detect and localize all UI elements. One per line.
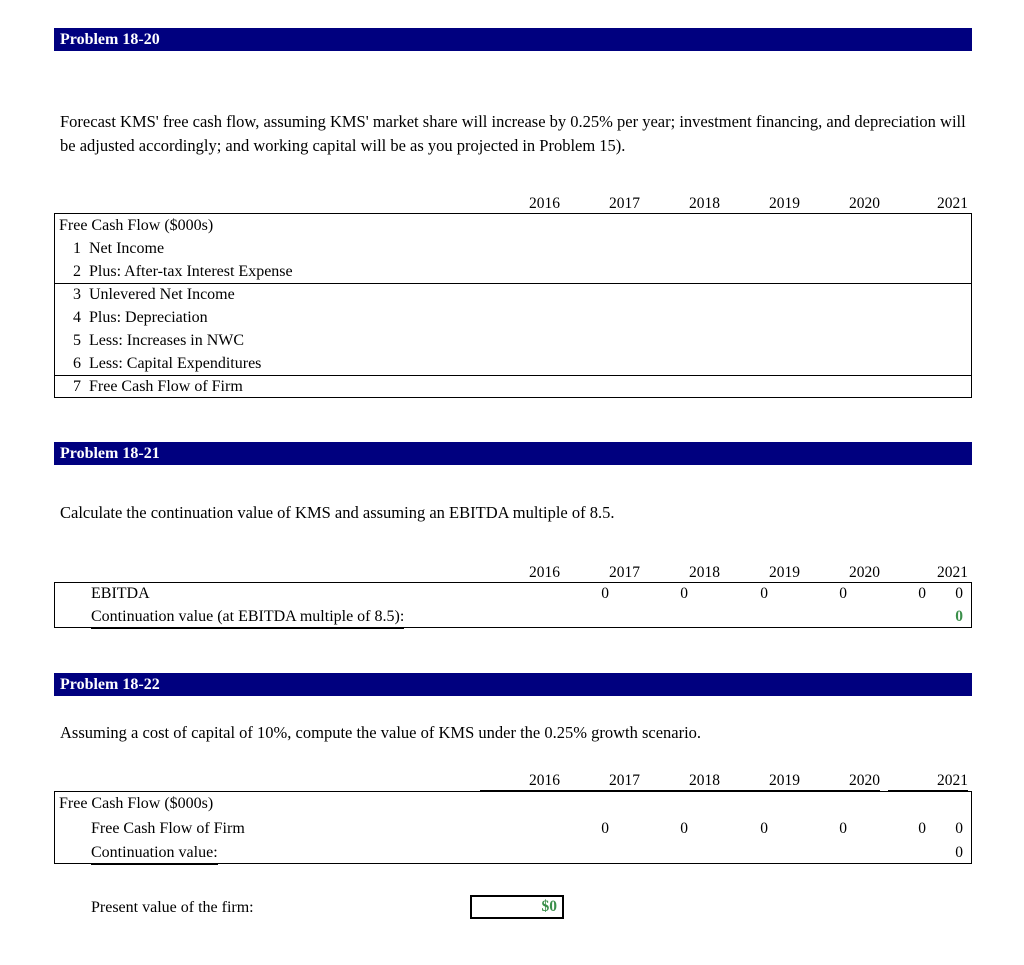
- problem-18-20-text: Forecast KMS' free cash flow, assuming KMS' market share will increase by 0.25% per year; investment financing, and depreciation will be adjusted accordingly; and working capital will be as you projected in Problem 15).: [60, 112, 966, 155]
- p22-fcf-2016: 0: [601, 820, 609, 837]
- row-number: 7: [73, 378, 81, 395]
- p20-fcf-table: [54, 213, 972, 398]
- p22-year-2016: 2016: [480, 771, 560, 791]
- p21-ebitda-label: EBITDA: [91, 585, 150, 602]
- p20-year-2018: 2018: [640, 194, 720, 214]
- p20-year-2016: 2016: [480, 194, 560, 214]
- row-label: Less: Increases in NWC: [89, 332, 245, 349]
- p20-row-1: [73, 238, 164, 260]
- row-number: 2: [73, 263, 81, 280]
- problem-18-20-header: Problem 18-20: [54, 28, 972, 51]
- p22-continuation-label: Continuation value:: [91, 842, 218, 865]
- p20-year-2021: 2021: [888, 194, 968, 214]
- p20-year-2019: 2019: [720, 194, 800, 214]
- row-label: Less: Capital Expenditures: [89, 355, 262, 372]
- p21-year-2017: 2017: [560, 563, 640, 583]
- p22-fcf-2018: 0: [760, 820, 768, 837]
- row-label: Unlevered Net Income: [89, 286, 235, 303]
- p20-year-2017: 2017: [560, 194, 640, 214]
- p21-ebitda-2020: 0: [918, 585, 926, 602]
- p20-section-title: Free Cash Flow ($000s): [59, 217, 214, 234]
- p22-year-2019: 2019: [720, 771, 800, 791]
- p20-row-6: [73, 353, 261, 376]
- row-number: 4: [73, 309, 81, 326]
- p21-ebitda-2021: 0: [955, 585, 963, 602]
- p22-fcf-2021: 0: [955, 820, 963, 837]
- row-number: 5: [73, 332, 81, 349]
- row-label: Free Cash Flow of Firm: [89, 378, 243, 395]
- problem-18-22-text: Assuming a cost of capital of 10%, compute the value of KMS under the 0.25% growth scenario.: [60, 723, 702, 742]
- p21-year-2021: 2021: [888, 563, 968, 583]
- p21-ebitda-2018: 0: [760, 585, 768, 602]
- row-number: 1: [73, 240, 81, 257]
- p22-year-2017: 2017: [560, 771, 640, 791]
- p21-year-2020: 2020: [800, 563, 880, 583]
- p21-year-2019: 2019: [720, 563, 800, 583]
- problem-18-21-header: Problem 18-21: [54, 442, 972, 465]
- p22-year-2018: 2018: [640, 771, 720, 791]
- row-label: Plus: Depreciation: [89, 309, 208, 326]
- row-label: Plus: After-tax Interest Expense: [89, 263, 293, 280]
- p22-fcf-2020: 0: [918, 820, 926, 837]
- p21-continuation-label: Continuation value (at EBITDA multiple of 8.5):: [91, 606, 404, 629]
- p22-section-title: Free Cash Flow ($000s): [59, 795, 214, 812]
- p22-fcf-label: Free Cash Flow of Firm: [91, 820, 245, 837]
- present-value-label: Present value of the firm:: [91, 899, 254, 916]
- p22-continuation-value: 0: [955, 844, 963, 861]
- row-number: 3: [73, 286, 81, 303]
- p20-row-5: [73, 330, 244, 352]
- problem-18-21-text: Calculate the continuation value of KMS and assuming an EBITDA multiple of 8.5.: [60, 503, 615, 522]
- p21-continuation-value: 0: [955, 608, 963, 625]
- row-label: Net Income: [89, 240, 165, 257]
- p22-year-2020: 2020: [800, 771, 880, 791]
- p21-year-2018: 2018: [640, 563, 720, 583]
- p21-ebitda-2019: 0: [839, 585, 847, 602]
- p20-year-2020: 2020: [800, 194, 880, 214]
- p21-year-2016: 2016: [480, 563, 560, 583]
- p22-fcf-table: [54, 791, 972, 864]
- p20-row-3: [73, 284, 235, 306]
- p22-fcf-2019: 0: [839, 820, 847, 837]
- p22-fcf-2017: 0: [680, 820, 688, 837]
- p21-ebitda-2016: 0: [601, 585, 609, 602]
- p21-ebitda-2017: 0: [680, 585, 688, 602]
- p20-row-2: [73, 261, 293, 284]
- p20-row-4: [73, 307, 208, 329]
- p21-ebitda-table: [54, 582, 972, 628]
- row-number: 6: [73, 355, 81, 372]
- p22-year-2021: 2021: [888, 771, 968, 791]
- p20-row-7: [73, 376, 243, 398]
- problem-18-22-header: Problem 18-22: [54, 673, 972, 696]
- present-value-cell[interactable]: $0: [470, 895, 564, 919]
